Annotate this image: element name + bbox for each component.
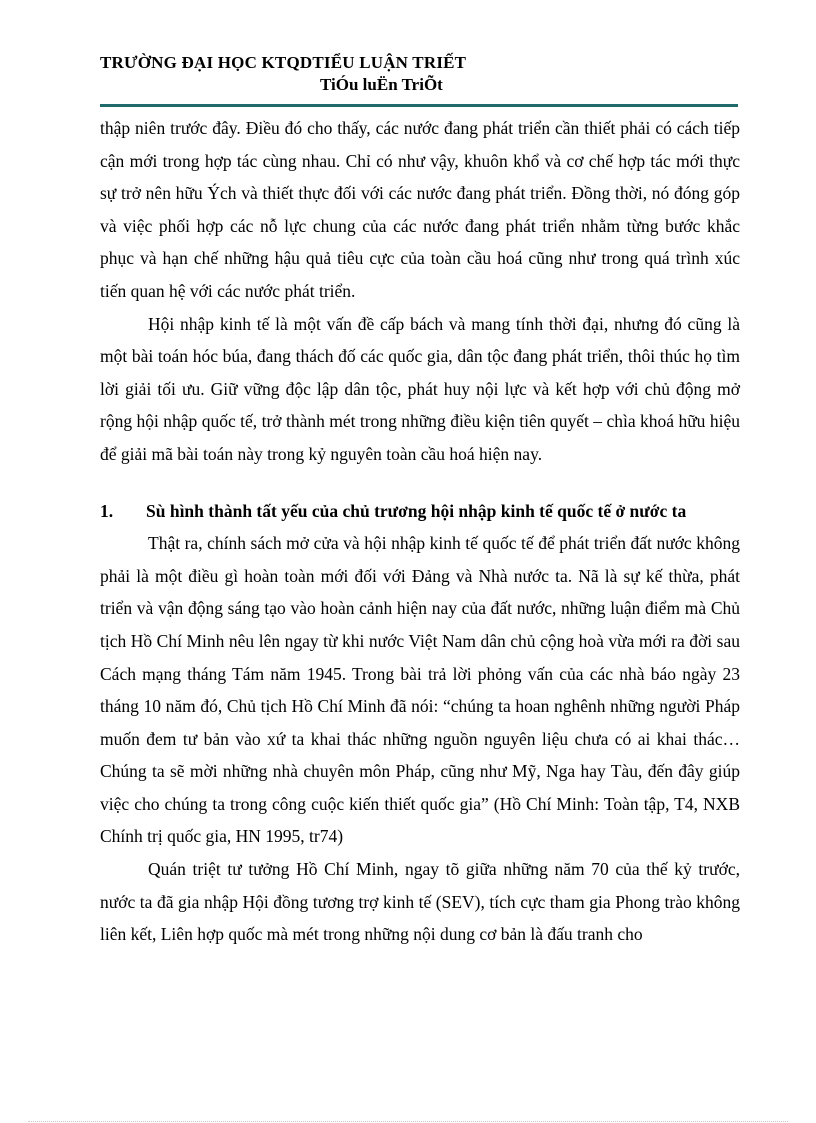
- section-number: 1.: [100, 500, 114, 521]
- section-heading: [100, 495, 740, 528]
- page-bottom-border: [28, 1121, 788, 1122]
- document-body: [100, 112, 740, 951]
- header-divider: [100, 104, 738, 107]
- paragraph-2: Hội nhập kinh tế là một vấn đề cấp bách và mang tính thời đại, nhưng đó cũng là một bài toán hóc búa, đang thách đố các quốc gia, dân tộc đang phát triển, thôi thúc họ tìm lời giải tối ưu. Giữ vững độc lập dân tộc, phát huy nội lực và kết hợp với chủ động mở rộng hội nhập quốc tế, trở thành mét trong những điều kiện tiên quyết – chìa khoá hữu hiệu để giải mã bài toán này trong kỷ nguyên toàn cầu hoá hiện nay.: [100, 313, 740, 464]
- spacer: [100, 471, 740, 491]
- paragraph-3: Thật ra, chính sách mở cửa và hội nhập kinh tế quốc tế để phát triển đất nước không phải là một điều gì hoàn toàn mới đối với Đảng và Nhà nước ta. Nã là sự kế thừa, phát triển và vận động sáng tạo vào hoàn cảnh hiện nay của đất nước, những luận điểm mà Chủ tịch Hồ Chí Minh nêu lên ngay từ khi nước Việt Nam dân chủ cộng hoà vừa mới ra đời sau Cách mạng tháng Tám năm 1945. Trong bài trả lời phỏng vấn của các nhà báo ngày 23 tháng 10 năm đó, Chủ tịch Hồ Chí Minh đã nói: “chúng ta hoan nghênh những người Pháp muốn đem tư bản vào xứ ta khai thác những nguồn nguyên liệu chưa có ai khai thác…Chúng ta sẽ mời những nhà chuyên môn Pháp, cũng như Mỹ, Nga hay Tàu, đến đây giúp việc cho chúng ta trong công cuộc kiến thiết quốc gia” (Hồ Chí Minh: Toàn tập, T4, NXB Chính trị quốc gia, HN 1995, tr74): [100, 533, 740, 847]
- header-subtitle: TiÓu luËn TriÕt: [320, 75, 443, 94]
- header-title: TRƯỜNG ĐẠI HỌC KTQDTIỂU LUẬN TRIẾT: [100, 53, 467, 72]
- section-title: Sù hình thành tất yếu của chủ trương hội nhập kinh tế quốc tế ở nước ta: [146, 500, 687, 521]
- page-header: [100, 52, 740, 96]
- paragraph-1: thập niên trước đây. Điều đó cho thấy, các nước đang phát triển cần thiết phải có cách tiếp cận mới trong hợp tác cùng nhau. Chỉ có như vậy, khuôn khổ và cơ chế hợp tác mới thực sự trở nên hữu Ých và thiết thực đối với các nước đang phát triển. Đồng thời, nó đóng góp và việc phối hợp các nỗ lực chung của các nước đang phát triển nhằm từng bước khắc phục và hạn chế những hậu quả tiêu cực của toàn cầu hoá cũng như trong quá trình xúc tiến quan hệ với các nước phát triển.: [100, 118, 740, 301]
- paragraph-4: Quán triệt tư tưởng Hồ Chí Minh, ngay tõ giữa những năm 70 của thế kỷ trước, nước ta đã gia nhập Hội đồng tương trợ kinh tế (SEV), tích cực tham gia Phong trào không liên kết, Liên hợp quốc mà mét trong những nội dung cơ bản là đấu tranh cho: [100, 859, 740, 945]
